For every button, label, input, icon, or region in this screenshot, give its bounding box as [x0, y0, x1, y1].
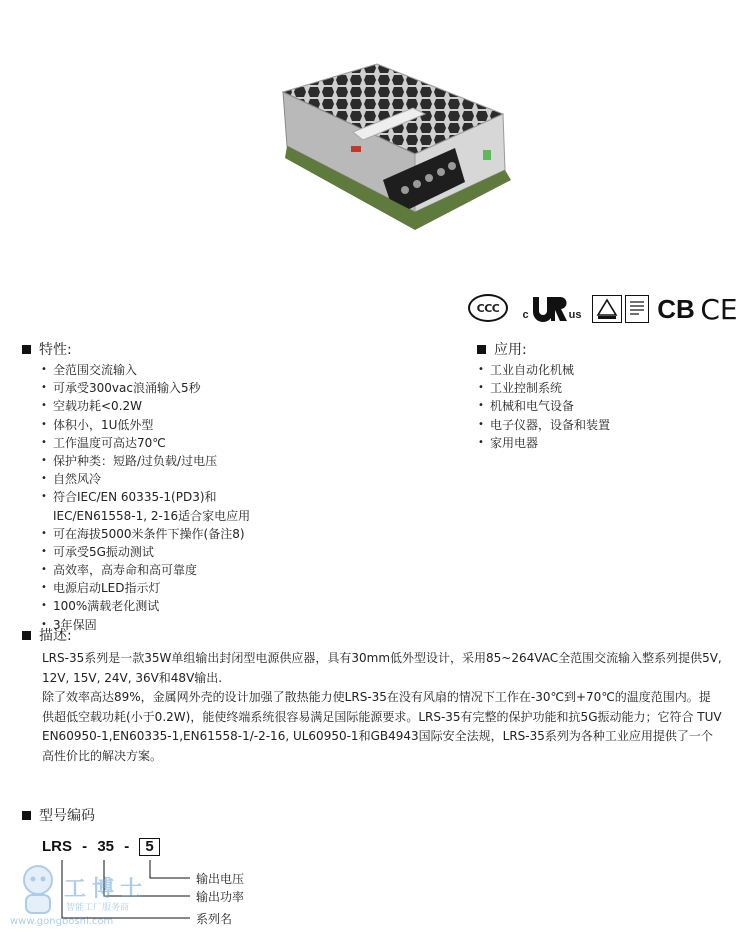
certification-marks	[468, 293, 743, 325]
list-item: • 3年保固	[40, 616, 340, 634]
applications-heading-label: 应用:	[494, 342, 527, 358]
label-output-power: 输出功率	[196, 890, 245, 904]
label-output-voltage: 输出电压	[196, 872, 245, 886]
product-photo	[265, 62, 520, 247]
model-heading-label: 型号编码	[39, 808, 95, 824]
ul-mark-icon	[516, 293, 588, 325]
list-item: • 体积小，1U低外型	[40, 416, 340, 434]
square-bullet-icon	[22, 631, 31, 640]
list-item: • 工作温度可高达70℃	[40, 434, 340, 452]
watermark-url: www.gongboshi.com	[10, 916, 114, 927]
list-item: • 保护种类：短路/过负载/过电压	[40, 452, 340, 470]
watermark-slogan: 智能工厂服务商	[66, 903, 130, 913]
tuv-document-icon	[625, 295, 649, 323]
ce-mark: CE	[700, 292, 738, 326]
cb-mark: CB	[657, 293, 695, 324]
model-voltage: 5	[139, 838, 159, 856]
list-item: • 可承受5G振动测试	[40, 543, 340, 561]
square-bullet-icon	[22, 345, 31, 354]
ur-logo-icon	[529, 294, 569, 324]
list-item: • 工业控制系统	[477, 379, 727, 397]
watermark-brand: 工博士	[64, 876, 149, 902]
list-item: • 机械和电气设备	[477, 397, 727, 415]
list-item: • 自然风冷	[40, 470, 340, 488]
features-list	[40, 361, 340, 634]
description-heading	[22, 625, 72, 645]
list-item: • 可在海拔5000米条件下操作(备注8)	[40, 525, 340, 543]
list-item: • 高效率，高寿命和高可靠度	[40, 561, 340, 579]
watermark	[8, 860, 198, 936]
description-heading-label: 描述:	[39, 628, 72, 644]
list-item-continuation: IEC/EN61558-1, 2-16适合家电应用	[53, 508, 251, 523]
description-paragraph: LRS-35系列是一款35W单组输出封闭型电源供应器，具有30mm低外型设计，采用85~264VAC全范围交流输入整系列提供5V, 12V, 15V, 24V, 36V和48V输出.	[42, 651, 722, 685]
list-item: • 工业自动化机械	[477, 361, 727, 379]
list-item: • 符合IEC/EN 60335-1(PD3)和	[40, 488, 340, 506]
ul-c-label: c	[522, 309, 529, 321]
ccc-mark-icon: CCC	[468, 294, 508, 322]
list-item: • 空载功耗<0.2W	[40, 397, 340, 415]
model-separator: -	[82, 838, 88, 855]
description-paragraph: 除了效率高达89%，金属网外壳的设计加强了散热能力使LRS-35在没有风扇的情况下工作在-30℃到+70℃的温度范围内。提供超低空载功耗(小于0.2W)，能使终端系统很容易满足国际能源要求。LRS-35有完整的保护功能和抗5G振动能力；它符合 TUV EN60950-1,EN60335-1,EN61558-1/-2-16, UL60950-1和GB4943国际安全法规，LRS-35系列为各种工业应用提供了一个高性价比的解决方案。	[42, 690, 722, 763]
applications-list	[477, 361, 727, 452]
ul-us-label: us	[568, 309, 582, 321]
tuv-mark-icon	[592, 295, 622, 323]
list-item: • 100%满载老化测试	[40, 597, 340, 615]
square-bullet-icon	[22, 811, 31, 820]
features-heading	[22, 339, 72, 359]
model-series: LRS	[42, 838, 72, 855]
model-power: 35	[97, 838, 115, 855]
applications-heading	[477, 339, 527, 359]
model-separator: -	[124, 838, 130, 855]
list-item: • 全范围交流输入	[40, 361, 340, 379]
model-heading	[22, 805, 95, 825]
robot-mascot-icon	[14, 862, 62, 922]
list-item: • 电源启动LED指示灯	[40, 579, 340, 597]
square-bullet-icon	[477, 345, 486, 354]
features-heading-label: 特性:	[39, 342, 72, 358]
list-item: • 家用电器	[477, 434, 727, 452]
label-series-name: 系列名	[196, 912, 233, 926]
model-code	[42, 838, 160, 856]
description-body	[42, 649, 722, 767]
list-item: • 电子仪器，设备和装置	[477, 416, 727, 434]
list-item: • 可承受300vac浪涌输入5秒	[40, 379, 340, 397]
